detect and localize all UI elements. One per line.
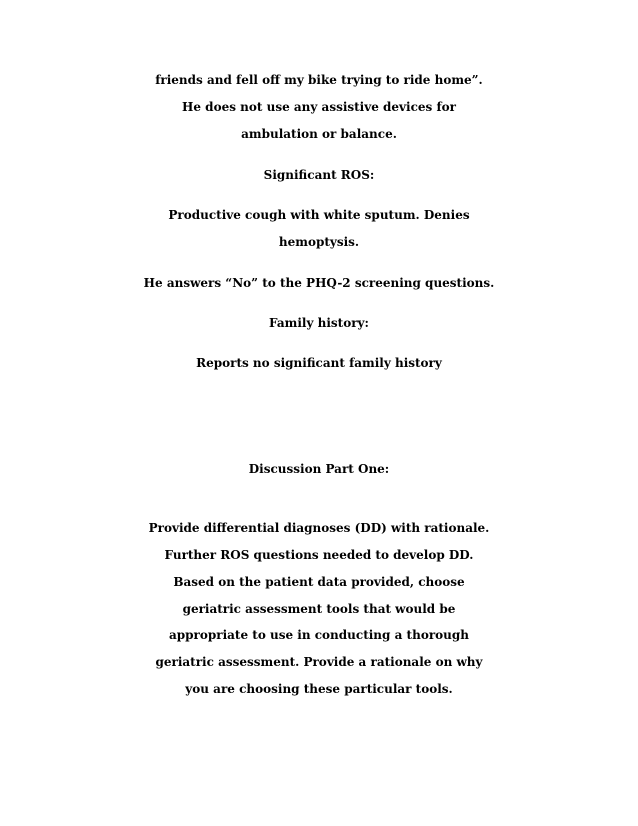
narrative-line: friends and fell off my bike trying to ride home”.: [155, 73, 483, 87]
ros-line: Productive cough with white sputum. Denies: [168, 208, 470, 222]
ros-line: hemoptysis.: [278, 235, 360, 249]
phq-statement: He answers “No” to the PHQ-2 screening questions.: [143, 276, 495, 290]
family-history-heading: Family history:: [269, 316, 369, 330]
family-history-text: Reports no significant family history: [196, 356, 442, 370]
narrative-line: He does not use any assistive devices for: [182, 100, 456, 114]
discussion-line: Provide differential diagnoses (DD) with rationale.: [148, 521, 490, 535]
discussion-line: geriatric assessment tools that would be: [182, 602, 456, 616]
discussion-line: Based on the patient data provided, choose: [173, 575, 465, 589]
narrative-line: ambulation or balance.: [241, 127, 397, 141]
discussion-line: geriatric assessment. Provide a rationale on why: [155, 655, 483, 669]
discussion-line: you are choosing these particular tools.: [185, 682, 453, 696]
discussion-heading: Discussion Part One:: [248, 462, 390, 476]
discussion-line: Further ROS questions needed to develop DD.: [164, 548, 474, 562]
discussion-line: appropriate to use in conducting a thorough: [168, 628, 469, 642]
ros-heading: Significant ROS:: [263, 168, 375, 182]
